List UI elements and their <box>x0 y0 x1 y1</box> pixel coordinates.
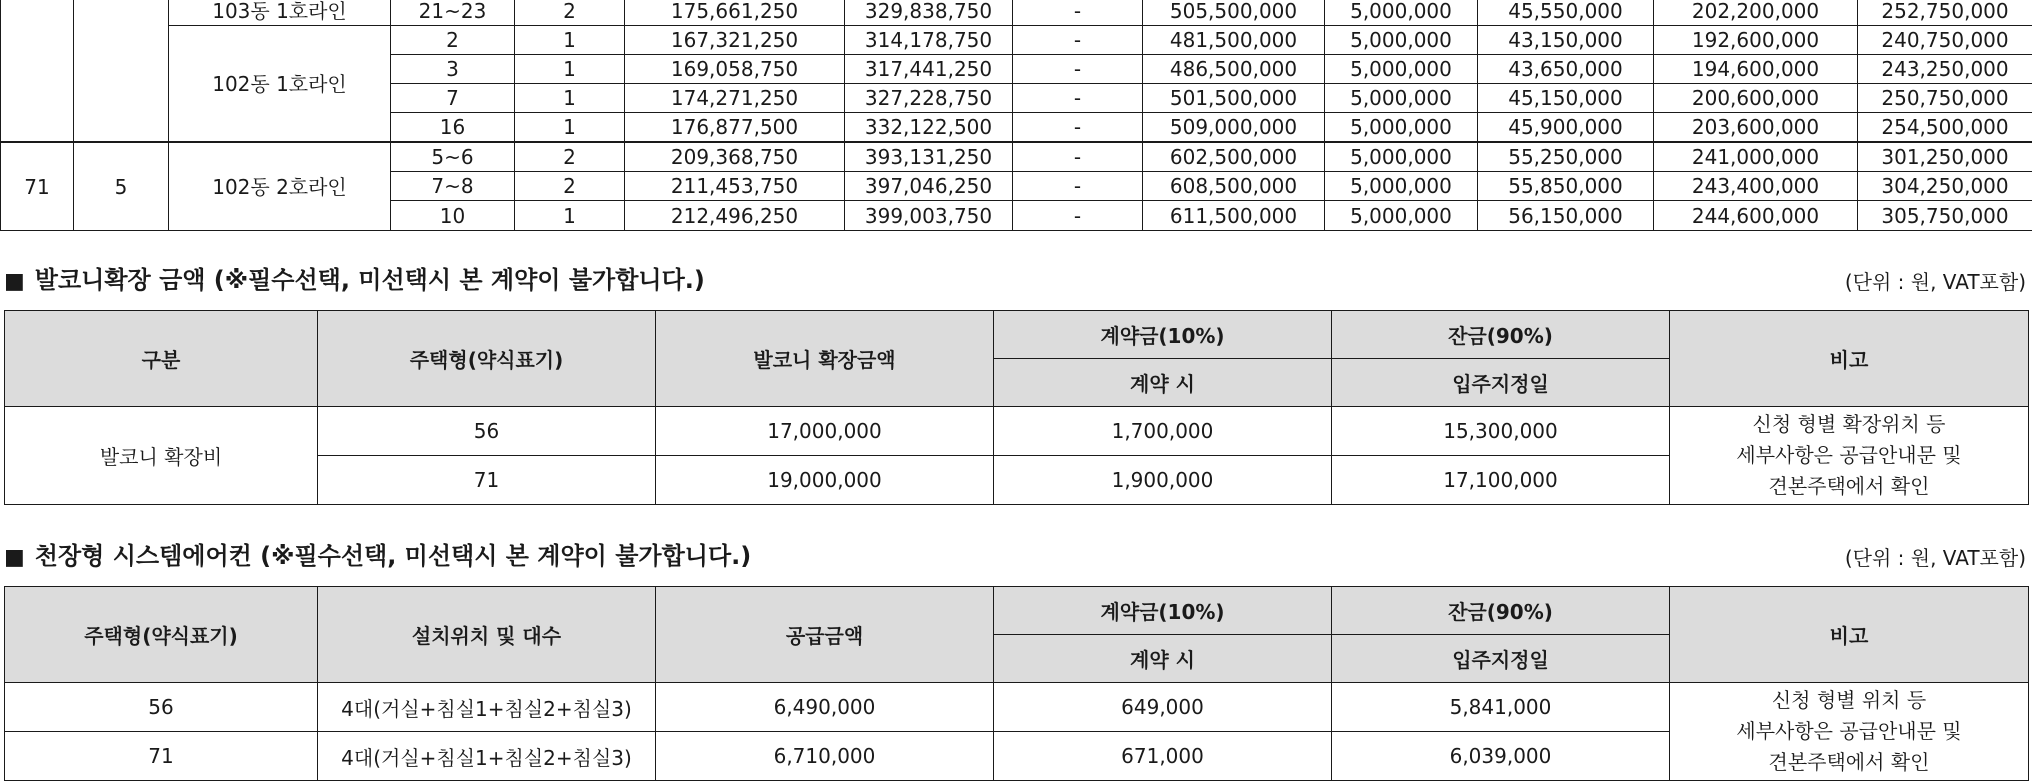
aircon-unit-note: (단위 : 원, VAT포함) <box>1844 546 2026 570</box>
balcony-unit-note: (단위 : 원, VAT포함) <box>1844 270 2026 294</box>
square-bullet-icon: ■ <box>4 545 25 570</box>
deposit-cell: 5,000,000 <box>1325 84 1478 113</box>
deposit-cell: 5,000,000 <box>1325 172 1478 201</box>
line-cell: 102동 2호라인 <box>169 142 391 231</box>
building-price-cell: 393,131,250 <box>845 142 1013 172</box>
vat-cell: - <box>1013 84 1143 113</box>
building-price-cell: 314,178,750 <box>845 26 1013 55</box>
house-type-cell: 71 <box>318 456 656 505</box>
building-price-cell: 329,838,750 <box>845 0 1013 26</box>
first-payment-cell: 56,150,000 <box>1478 201 1654 231</box>
land-price-cell: 211,453,750 <box>625 172 845 201</box>
total-cell: 602,500,000 <box>1143 142 1325 172</box>
header-supply-amount: 공급금액 <box>656 587 994 683</box>
land-price-cell: 167,321,250 <box>625 26 845 55</box>
first-payment-cell: 43,150,000 <box>1478 26 1654 55</box>
header-extension-amount: 발코니 확장금액 <box>656 311 994 407</box>
amount-cell: 6,710,000 <box>656 732 994 781</box>
balance-cell: 240,750,000 <box>1858 26 2032 55</box>
note-line: 견본주택에서 확인 <box>1768 474 1930 498</box>
land-price-cell: 175,661,250 <box>625 0 845 26</box>
vat-cell: - <box>1013 201 1143 231</box>
balance-cell: 5,841,000 <box>1332 683 1670 732</box>
total-cell: 611,500,000 <box>1143 201 1325 231</box>
house-type-cell: 71 <box>5 732 318 781</box>
deposit-cell: 5,000,000 <box>1325 113 1478 143</box>
note-line: 신청 형별 위치 등 <box>1771 688 1927 712</box>
deposit-cell: 5,000,000 <box>1325 55 1478 84</box>
header-house-type: 주택형(약식표기) <box>318 311 656 407</box>
header-deposit-timing: 계약 시 <box>994 359 1332 407</box>
balance-cell: 243,250,000 <box>1858 55 2032 84</box>
header-category: 구분 <box>5 311 318 407</box>
land-price-cell: 174,271,250 <box>625 84 845 113</box>
deposit-cell: 671,000 <box>994 732 1332 781</box>
middle-payment-cell: 244,600,000 <box>1654 201 1858 231</box>
balance-cell: 250,750,000 <box>1858 84 2032 113</box>
aircon-section-title <box>4 540 751 574</box>
note-line: 신청 형별 확장위치 등 <box>1752 412 1946 436</box>
type-cell <box>1 0 74 142</box>
note-cell <box>1670 407 2029 505</box>
units-cell: 2 <box>515 142 625 172</box>
balcony-heading-text: 발코니확장 금액 (※필수선택, 미선택시 본 계약이 불가합니다.) <box>34 266 705 294</box>
table-row <box>1 142 2032 172</box>
note-line: 세부사항은 공급안내문 및 <box>1736 719 1962 743</box>
land-price-cell: 212,496,250 <box>625 201 845 231</box>
building-price-cell: 332,122,500 <box>845 113 1013 143</box>
table-row <box>1 0 2032 26</box>
middle-payment-cell: 194,600,000 <box>1654 55 1858 84</box>
note-line: 세부사항은 공급안내문 및 <box>1736 443 1962 467</box>
total-cell: 608,500,000 <box>1143 172 1325 201</box>
amount-cell: 17,000,000 <box>656 407 994 456</box>
total-cell: 505,500,000 <box>1143 0 1325 26</box>
deposit-cell: 5,000,000 <box>1325 26 1478 55</box>
floor-cell: 3 <box>391 55 515 84</box>
amount-cell: 6,490,000 <box>656 683 994 732</box>
building-price-cell: 327,228,750 <box>845 84 1013 113</box>
vat-cell: - <box>1013 172 1143 201</box>
balance-cell: 305,750,000 <box>1858 201 2032 231</box>
floor-cell: 5~6 <box>391 142 515 172</box>
balance-cell: 17,100,000 <box>1332 456 1670 505</box>
header-balance: 잔금(90%) <box>1332 587 1670 635</box>
first-payment-cell: 45,150,000 <box>1478 84 1654 113</box>
note-line: 견본주택에서 확인 <box>1768 750 1930 774</box>
building-price-cell: 399,003,750 <box>845 201 1013 231</box>
header-row <box>5 311 2029 359</box>
header-row <box>5 587 2029 635</box>
units-cell: 1 <box>515 26 625 55</box>
total-cell: 509,000,000 <box>1143 113 1325 143</box>
middle-payment-cell: 203,600,000 <box>1654 113 1858 143</box>
type-cell: 71 <box>1 142 74 231</box>
header-balance-timing: 입주지정일 <box>1332 635 1670 683</box>
balance-cell: 301,250,000 <box>1858 142 2032 172</box>
vat-cell: - <box>1013 113 1143 143</box>
supply-price-table <box>0 0 2032 231</box>
total-cell: 501,500,000 <box>1143 84 1325 113</box>
total-cell: 486,500,000 <box>1143 55 1325 84</box>
count-cell: 5 <box>74 142 169 231</box>
balcony-extension-table <box>4 310 2029 505</box>
header-install-location: 설치위치 및 대수 <box>318 587 656 683</box>
units-cell: 2 <box>515 0 625 26</box>
house-type-cell: 56 <box>318 407 656 456</box>
units-cell: 1 <box>515 113 625 143</box>
header-deposit: 계약금(10%) <box>994 311 1332 359</box>
balance-cell: 15,300,000 <box>1332 407 1670 456</box>
header-balance: 잔금(90%) <box>1332 311 1670 359</box>
amount-cell: 19,000,000 <box>656 456 994 505</box>
location-cell: 4대(거실+침실1+침실2+침실3) <box>318 732 656 781</box>
header-deposit: 계약금(10%) <box>994 587 1332 635</box>
square-bullet-icon: ■ <box>4 269 25 294</box>
balcony-section-title <box>4 264 705 298</box>
note-cell <box>1670 683 2029 781</box>
first-payment-cell: 45,550,000 <box>1478 0 1654 26</box>
units-cell: 1 <box>515 201 625 231</box>
units-cell: 1 <box>515 55 625 84</box>
floor-cell: 7~8 <box>391 172 515 201</box>
land-price-cell: 176,877,500 <box>625 113 845 143</box>
balance-cell: 254,500,000 <box>1858 113 2032 143</box>
floor-cell: 21~23 <box>391 0 515 26</box>
middle-payment-cell: 243,400,000 <box>1654 172 1858 201</box>
land-price-cell: 209,368,750 <box>625 142 845 172</box>
deposit-cell: 5,000,000 <box>1325 142 1478 172</box>
table-row <box>5 683 2029 732</box>
aircon-heading-text: 천장형 시스템에어컨 (※필수선택, 미선택시 본 계약이 불가합니다.) <box>34 542 752 570</box>
deposit-cell: 649,000 <box>994 683 1332 732</box>
deposit-cell: 5,000,000 <box>1325 201 1478 231</box>
deposit-cell: 1,900,000 <box>994 456 1332 505</box>
floor-cell: 7 <box>391 84 515 113</box>
first-payment-cell: 43,650,000 <box>1478 55 1654 84</box>
location-cell: 4대(거실+침실1+침실2+침실3) <box>318 683 656 732</box>
balance-cell: 252,750,000 <box>1858 0 2032 26</box>
header-house-type: 주택형(약식표기) <box>5 587 318 683</box>
header-note: 비고 <box>1670 311 2029 407</box>
first-payment-cell: 45,900,000 <box>1478 113 1654 143</box>
middle-payment-cell: 192,600,000 <box>1654 26 1858 55</box>
units-cell: 1 <box>515 84 625 113</box>
building-price-cell: 317,441,250 <box>845 55 1013 84</box>
vat-cell: - <box>1013 26 1143 55</box>
vat-cell: - <box>1013 55 1143 84</box>
balance-cell: 6,039,000 <box>1332 732 1670 781</box>
system-aircon-table <box>4 586 2029 781</box>
middle-payment-cell: 200,600,000 <box>1654 84 1858 113</box>
header-note: 비고 <box>1670 587 2029 683</box>
floor-cell: 16 <box>391 113 515 143</box>
middle-payment-cell: 202,200,000 <box>1654 0 1858 26</box>
header-balance-timing: 입주지정일 <box>1332 359 1670 407</box>
building-price-cell: 397,046,250 <box>845 172 1013 201</box>
category-cell: 발코니 확장비 <box>5 407 318 505</box>
land-price-cell: 169,058,750 <box>625 55 845 84</box>
header-deposit-timing: 계약 시 <box>994 635 1332 683</box>
table-row <box>1 26 2032 55</box>
floor-cell: 10 <box>391 201 515 231</box>
first-payment-cell: 55,850,000 <box>1478 172 1654 201</box>
line-cell: 103동 1호라인 <box>169 0 391 26</box>
floor-cell: 2 <box>391 26 515 55</box>
units-cell: 2 <box>515 172 625 201</box>
deposit-cell: 1,700,000 <box>994 407 1332 456</box>
first-payment-cell: 55,250,000 <box>1478 142 1654 172</box>
vat-cell: - <box>1013 142 1143 172</box>
total-cell: 481,500,000 <box>1143 26 1325 55</box>
house-type-cell: 56 <box>5 683 318 732</box>
line-cell: 102동 1호라인 <box>169 26 391 143</box>
balance-cell: 304,250,000 <box>1858 172 2032 201</box>
count-cell <box>74 0 169 142</box>
vat-cell: - <box>1013 0 1143 26</box>
deposit-cell: 5,000,000 <box>1325 0 1478 26</box>
middle-payment-cell: 241,000,000 <box>1654 142 1858 172</box>
table-row <box>5 407 2029 456</box>
